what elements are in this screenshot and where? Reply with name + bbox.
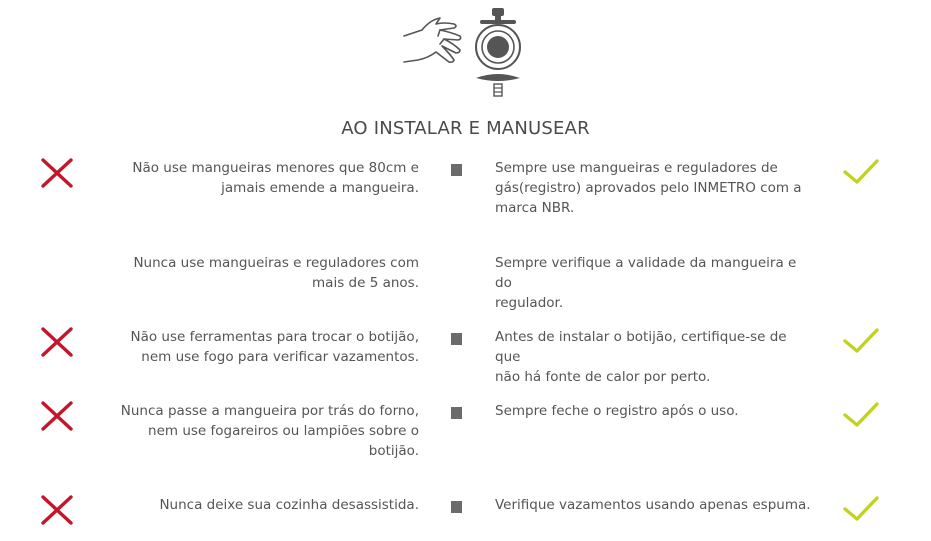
dont-text [119, 401, 419, 461]
check-icon [842, 401, 880, 431]
text-line: nem use fogo para verificar vazamentos. [141, 349, 419, 365]
dont-text [119, 495, 419, 515]
check-icon [842, 327, 880, 357]
text-line: Sempre verifique a validade da mangueira e do [495, 255, 797, 291]
text-line: não há fonte de calor por perto. [495, 369, 711, 385]
do-text [495, 401, 815, 421]
cross-icon [40, 401, 74, 431]
do-text [495, 158, 815, 218]
dont-text [119, 327, 419, 367]
square-bullet-icon [451, 333, 462, 345]
text-line: mais de 5 anos. [312, 275, 419, 291]
text-line: Sempre use mangueiras e reguladores de [495, 160, 778, 176]
text-line: Nunca deixe sua cozinha desassistida. [159, 497, 419, 513]
dont-text [119, 158, 419, 198]
cross-icon [40, 495, 74, 525]
square-bullet-icon [451, 501, 462, 513]
do-text [495, 327, 815, 387]
cross-icon [40, 327, 74, 357]
text-line: Não use ferramentas para trocar o botijão, [130, 329, 419, 345]
text-line: nem use fogareiros ou lampiões sobre o [148, 423, 419, 439]
section-title: AO INSTALAR E MANUSEAR [341, 118, 590, 139]
square-bullet-icon [451, 407, 462, 419]
text-line: Nunca passe a mangueira por trás do forno, [120, 403, 419, 419]
do-text [495, 495, 815, 515]
text-line: Verifique vazamentos usando apenas espuma. [495, 497, 811, 513]
square-bullet-icon [451, 164, 462, 176]
hand-and-gas-regulator-icon [396, 6, 532, 98]
text-line: gás(registro) aprovados pelo INMETRO com a [495, 180, 802, 196]
dont-text [119, 253, 419, 293]
check-icon [842, 158, 880, 188]
cross-icon [40, 158, 74, 188]
text-line: Não use mangueiras menores que 80cm e [132, 160, 419, 176]
text-line: Nunca use mangueiras e reguladores com [133, 255, 419, 271]
text-line: Antes de instalar o botijão, certifique-se de que [495, 329, 787, 365]
text-line: Sempre feche o registro após o uso. [495, 403, 739, 419]
text-line: jamais emende a mangueira. [221, 180, 419, 196]
text-line: marca NBR. [495, 200, 575, 216]
text-line: botijão. [368, 443, 419, 459]
text-line: regulador. [495, 295, 564, 311]
do-text [495, 253, 815, 313]
check-icon [842, 495, 880, 525]
